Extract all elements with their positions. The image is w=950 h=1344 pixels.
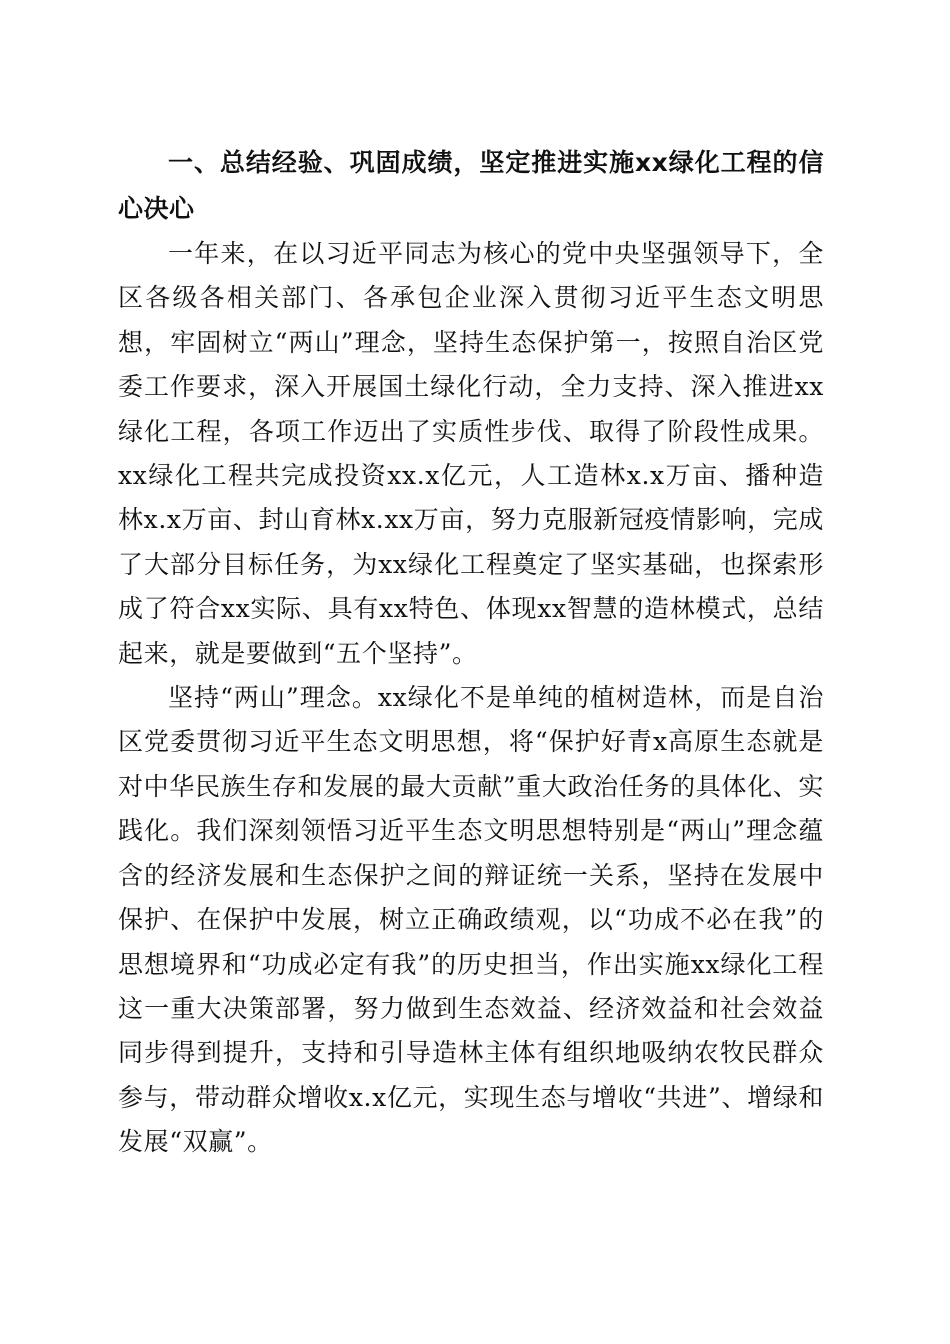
document-body [118, 140, 824, 1165]
section-heading: 一、总结经验、巩固成绩，坚定推进实施xx绿化工程的信心决心 [118, 148, 824, 223]
paragraph-1: 一年来，在以习近平同志为核心的党中央坚强领导下，全区各级各相关部门、各承包企业深入贯彻习近平生态文明思想，牢固树立“两山”理念，坚持生态保护第一，按照自治区党委工作要求，深入开展国土绿化行动，全力支持、深入推进xx绿化工程，各项工作迈出了实质性步伐、取得了阶段性成果。xx绿化工程共完成投资xx.x亿元，人工造林x.x万亩、播种造林x.x万亩、封山育林x.xx万亩，努力克服新冠疫情影响，完成了大部分目标任务，为xx绿化工程奠定了坚实基础，也探索形成了符合xx实际、具有xx特色、体现xx智慧的造林模式，总结起来，就是要做到“五个坚持”。 [118, 239, 824, 668]
paragraph-2: 坚持“两山”理念。xx绿化不是单纯的植树造林，而是自治区党委贯彻习近平生态文明思想，将“保护好青x高原生态就是对中华民族生存和发展的最大贡献”重大政治任务的具体化、实践化。我们深刻领悟习近平生态文明思想特别是“两山”理念蕴含的经济发展和生态保护之间的辩证统一关系，坚持在发展中保护、在保护中发展，树立正确政绩观，以“功成不必在我”的思想境界和“功成必定有我”的历史担当，作出实施xx绿化工程这一重大决策部署，努力做到生态效益、经济效益和社会效益同步得到提升，支持和引导造林主体有组织地吸纳农牧民群众参与，带动群众增收x.x亿元，实现生态与增收“共进”、增绿和发展“双赢”。 [118, 683, 824, 1157]
